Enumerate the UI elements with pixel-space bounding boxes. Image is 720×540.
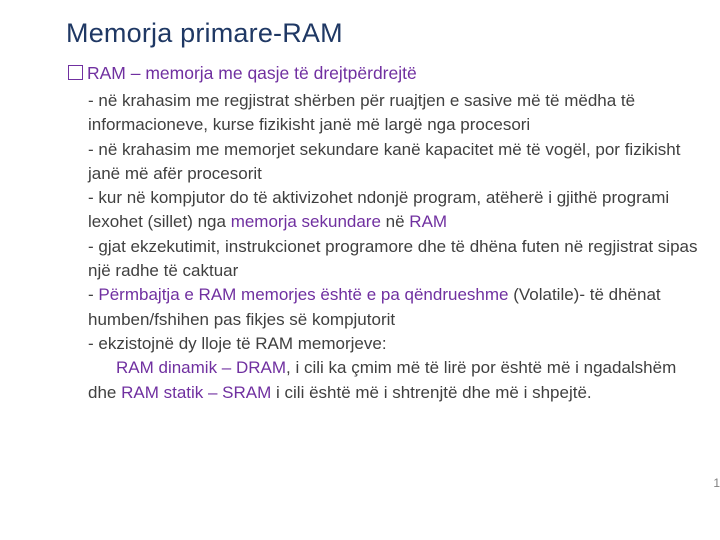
- highlight-ram: RAM: [409, 212, 448, 232]
- text-segment: i cili është më i shtrenjtë dhe më i shpejtë.: [271, 382, 592, 402]
- slide-body: [88, 89, 708, 405]
- checkbox-bullet-icon: [68, 65, 83, 80]
- paragraph-ram-types: - ekzistojnë dy lloje të RAM memorjeve:: [88, 333, 387, 353]
- paragraph-dram-sram: [88, 356, 708, 405]
- paragraph-program-load: [88, 186, 708, 235]
- text-segment: (Volatile)- të dhënat humben/fshihen pas fikjes së kompjutorit: [88, 285, 661, 329]
- paragraph-execution: - gjat ekzekutimit, instrukcionet programore dhe të dhëna futen në regjistrat sipas një radhe të caktuar: [88, 236, 698, 281]
- paragraph-volatile: [88, 283, 708, 332]
- highlight-secondary-memory: memorja sekundare: [230, 212, 381, 232]
- text-segment: , i cili ka çmim më të lirë por është më i ngadalshëm dhe: [88, 358, 677, 402]
- highlight-sram: RAM statik – SRAM: [121, 382, 272, 402]
- text-segment: në: [380, 212, 410, 232]
- section-heading: [68, 63, 417, 84]
- slide-title: Memorja primare-RAM: [66, 18, 343, 48]
- paragraph-registers: - në krahasim me regjistrat shërben për ruajtjen e sasive më të mëdha të informacioneve, kurse fizikisht janë më largë nga procesori: [88, 91, 636, 135]
- page-number: 1: [713, 476, 720, 490]
- highlight-volatile: Përmbajtja e RAM memorjes është e pa qëndrueshme: [98, 285, 509, 305]
- text-segment: -: [88, 285, 99, 305]
- heading-text: RAM – memorja me qasje të drejtpërdrejtë: [87, 63, 417, 83]
- paragraph-secondary-memory: - në krahasim me memorjet sekundare kanë kapacitet më të vogël, por fizikisht janë më afër procesorit: [88, 139, 681, 183]
- text-segment: - kur në kompjutor do të aktivizohet ndonjë program, atëherë i gjithë programi lexohet (sillet) nga: [88, 188, 670, 232]
- highlight-dram: RAM dinamik – DRAM: [116, 358, 287, 378]
